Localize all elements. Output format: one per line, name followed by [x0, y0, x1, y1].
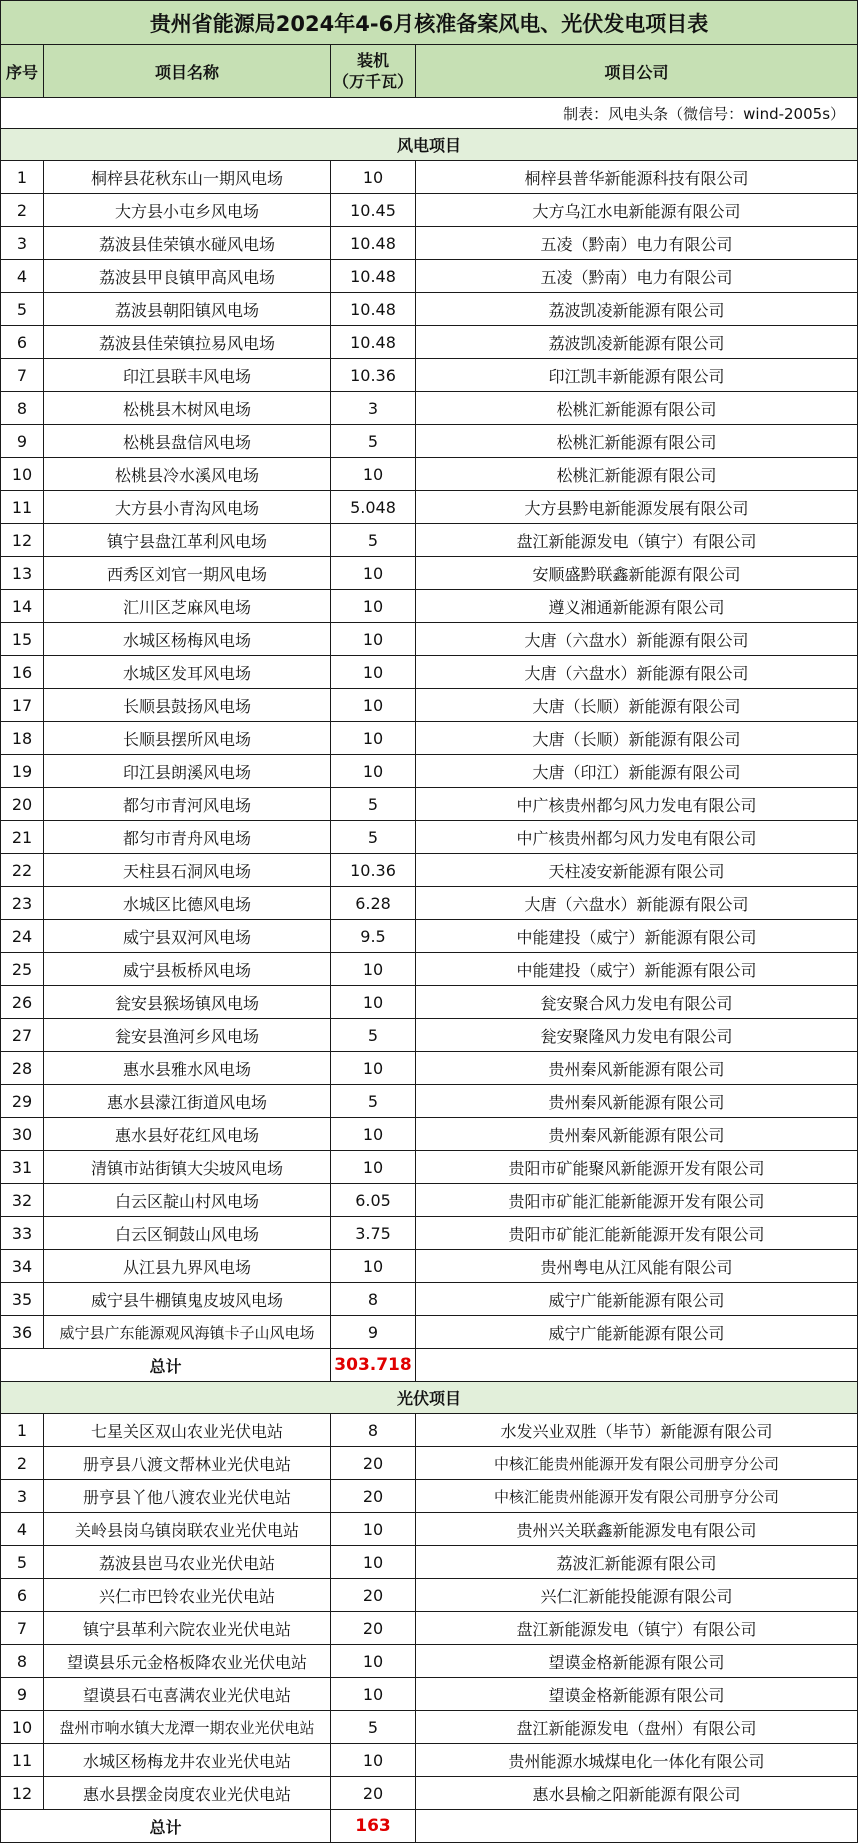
header-name: 项目名称 [44, 45, 331, 98]
header-capacity [331, 45, 416, 98]
company-name: 盘江新能源发电（盘州）有限公司 [416, 1711, 858, 1744]
company-name: 天柱凌安新能源有限公司 [416, 854, 858, 887]
capacity: 10.36 [331, 854, 416, 887]
capacity: 10 [331, 1151, 416, 1184]
table-row [1, 1217, 858, 1250]
row-index: 12 [1, 1777, 44, 1810]
solar-total-label: 总计 [1, 1810, 331, 1843]
company-name: 贵州秦风新能源有限公司 [416, 1052, 858, 1085]
row-index: 6 [1, 326, 44, 359]
row-index: 8 [1, 392, 44, 425]
capacity: 10 [331, 1744, 416, 1777]
header-capacity-line1: 装机 [356, 51, 389, 70]
capacity: 10 [331, 458, 416, 491]
project-name: 瓮安县猴场镇风电场 [44, 986, 331, 1019]
row-index: 2 [1, 194, 44, 227]
row-index: 22 [1, 854, 44, 887]
capacity: 6.28 [331, 887, 416, 920]
table-row [1, 326, 858, 359]
capacity: 5 [331, 788, 416, 821]
table-row [1, 1645, 858, 1678]
table-row [1, 623, 858, 656]
row-index: 26 [1, 986, 44, 1019]
table-row [1, 1283, 858, 1316]
project-name: 松桃县木树风电场 [44, 392, 331, 425]
company-name: 荔波凯凌新能源有限公司 [416, 293, 858, 326]
company-name: 惠水县榆之阳新能源有限公司 [416, 1777, 858, 1810]
row-index: 14 [1, 590, 44, 623]
credit-text: 制表：风电头条（微信号：wind-2005s） [1, 98, 858, 129]
project-name: 印江县朗溪风电场 [44, 755, 331, 788]
project-name: 镇宁县革利六院农业光伏电站 [44, 1612, 331, 1645]
table-row [1, 359, 858, 392]
table-row [1, 557, 858, 590]
capacity: 10.48 [331, 260, 416, 293]
table-row [1, 1316, 858, 1349]
table-row [1, 986, 858, 1019]
project-name: 水城区杨梅风电场 [44, 623, 331, 656]
table-row [1, 227, 858, 260]
table-row [1, 161, 858, 194]
project-name: 印江县联丰风电场 [44, 359, 331, 392]
header-company: 项目公司 [416, 45, 858, 98]
company-name: 松桃汇新能源有限公司 [416, 392, 858, 425]
capacity: 20 [331, 1777, 416, 1810]
project-name: 望谟县乐元金格板降农业光伏电站 [44, 1645, 331, 1678]
row-index: 35 [1, 1283, 44, 1316]
project-name: 都匀市青河风电场 [44, 788, 331, 821]
row-index: 1 [1, 161, 44, 194]
capacity: 3 [331, 392, 416, 425]
company-name: 贵阳市矿能聚风新能源开发有限公司 [416, 1151, 858, 1184]
wind-total-label: 总计 [1, 1349, 331, 1382]
table-row [1, 953, 858, 986]
company-name: 威宁广能新能源有限公司 [416, 1316, 858, 1349]
table-row [1, 1184, 858, 1217]
title-row [1, 1, 858, 45]
row-index: 5 [1, 293, 44, 326]
row-index: 7 [1, 1612, 44, 1645]
table-row [1, 524, 858, 557]
project-name: 威宁县广东能源观风海镇卡子山风电场 [44, 1316, 331, 1349]
capacity: 20 [331, 1447, 416, 1480]
table-row [1, 1085, 858, 1118]
capacity: 5 [331, 1019, 416, 1052]
table-row [1, 1711, 858, 1744]
company-name: 松桃汇新能源有限公司 [416, 425, 858, 458]
row-index: 4 [1, 260, 44, 293]
row-index: 7 [1, 359, 44, 392]
project-name: 桐梓县花秋东山一期风电场 [44, 161, 331, 194]
capacity: 5 [331, 821, 416, 854]
capacity: 10 [331, 953, 416, 986]
row-index: 10 [1, 1711, 44, 1744]
company-name: 荔波汇新能源有限公司 [416, 1546, 858, 1579]
company-name: 五凌（黔南）电力有限公司 [416, 227, 858, 260]
table-row [1, 1019, 858, 1052]
company-name: 大唐（长顺）新能源有限公司 [416, 689, 858, 722]
solar-section-row [1, 1382, 858, 1414]
project-name: 汇川区芝麻风电场 [44, 590, 331, 623]
header-row [1, 45, 858, 98]
project-name: 荔波县佳荣镇水碰风电场 [44, 227, 331, 260]
solar-total-value: 163 [331, 1810, 416, 1843]
project-name: 白云区铜鼓山风电场 [44, 1217, 331, 1250]
row-index: 20 [1, 788, 44, 821]
row-index: 34 [1, 1250, 44, 1283]
project-name: 西秀区刘官一期风电场 [44, 557, 331, 590]
project-name: 惠水县好花红风电场 [44, 1118, 331, 1151]
row-index: 4 [1, 1513, 44, 1546]
solar-total-row [1, 1810, 858, 1843]
row-index: 30 [1, 1118, 44, 1151]
row-index: 10 [1, 458, 44, 491]
capacity: 10 [331, 1546, 416, 1579]
table-row [1, 1414, 858, 1447]
table-row [1, 1447, 858, 1480]
table-row [1, 689, 858, 722]
capacity: 10.36 [331, 359, 416, 392]
project-name: 荔波县佳荣镇拉易风电场 [44, 326, 331, 359]
capacity: 10 [331, 1052, 416, 1085]
row-index: 15 [1, 623, 44, 656]
project-name: 水城区发耳风电场 [44, 656, 331, 689]
capacity: 5 [331, 524, 416, 557]
table-row [1, 458, 858, 491]
wind-total-row [1, 1349, 858, 1382]
project-name: 威宁县板桥风电场 [44, 953, 331, 986]
row-index: 9 [1, 1678, 44, 1711]
project-name: 惠水县雅水风电场 [44, 1052, 331, 1085]
table-row [1, 1250, 858, 1283]
company-name: 桐梓县普华新能源科技有限公司 [416, 161, 858, 194]
company-name: 贵阳市矿能汇能新能源开发有限公司 [416, 1217, 858, 1250]
row-index: 11 [1, 1744, 44, 1777]
capacity: 10 [331, 722, 416, 755]
project-name: 册亨县丫他八渡农业光伏电站 [44, 1480, 331, 1513]
capacity: 10 [331, 1118, 416, 1151]
company-name: 贵州兴关联鑫新能源发电有限公司 [416, 1513, 858, 1546]
company-name: 大唐（印江）新能源有限公司 [416, 755, 858, 788]
project-name: 瓮安县渔河乡风电场 [44, 1019, 331, 1052]
project-name: 荔波县甲良镇甲高风电场 [44, 260, 331, 293]
table-row [1, 1546, 858, 1579]
project-name: 七星关区双山农业光伏电站 [44, 1414, 331, 1447]
project-name: 松桃县盘信风电场 [44, 425, 331, 458]
capacity: 10 [331, 1250, 416, 1283]
row-index: 2 [1, 1447, 44, 1480]
capacity: 5 [331, 1085, 416, 1118]
table-row [1, 260, 858, 293]
row-index: 8 [1, 1645, 44, 1678]
company-name: 中能建投（威宁）新能源有限公司 [416, 920, 858, 953]
capacity: 10.48 [331, 227, 416, 260]
table-row [1, 1513, 858, 1546]
company-name: 瓮安聚隆风力发电有限公司 [416, 1019, 858, 1052]
capacity: 10 [331, 656, 416, 689]
row-index: 19 [1, 755, 44, 788]
project-name: 惠水县摆金岗度农业光伏电站 [44, 1777, 331, 1810]
table-row [1, 1678, 858, 1711]
row-index: 3 [1, 227, 44, 260]
company-name: 大方乌江水电新能源有限公司 [416, 194, 858, 227]
table-row [1, 854, 858, 887]
capacity: 5 [331, 425, 416, 458]
table-row [1, 293, 858, 326]
table-row [1, 1118, 858, 1151]
project-name: 白云区靛山村风电场 [44, 1184, 331, 1217]
company-name: 荔波凯凌新能源有限公司 [416, 326, 858, 359]
project-name: 长顺县鼓扬风电场 [44, 689, 331, 722]
project-name: 大方县小青沟风电场 [44, 491, 331, 524]
row-index: 32 [1, 1184, 44, 1217]
row-index: 21 [1, 821, 44, 854]
company-name: 大唐（六盘水）新能源有限公司 [416, 623, 858, 656]
company-name: 中核汇能贵州能源开发有限公司册亨分公司 [416, 1447, 858, 1480]
capacity: 10 [331, 557, 416, 590]
table-row [1, 1052, 858, 1085]
capacity: 20 [331, 1612, 416, 1645]
table-row [1, 1480, 858, 1513]
capacity: 8 [331, 1414, 416, 1447]
company-name: 五凌（黔南）电力有限公司 [416, 260, 858, 293]
capacity: 20 [331, 1579, 416, 1612]
company-name: 贵阳市矿能汇能新能源开发有限公司 [416, 1184, 858, 1217]
company-name: 大唐（六盘水）新能源有限公司 [416, 656, 858, 689]
row-index: 25 [1, 953, 44, 986]
header-capacity-line2: （万千瓦） [332, 72, 413, 91]
capacity: 10 [331, 623, 416, 656]
row-index: 17 [1, 689, 44, 722]
credit-row [1, 98, 858, 129]
company-name: 中核汇能贵州能源开发有限公司册亨分公司 [416, 1480, 858, 1513]
company-name: 中广核贵州都匀风力发电有限公司 [416, 821, 858, 854]
company-name: 大唐（长顺）新能源有限公司 [416, 722, 858, 755]
row-index: 31 [1, 1151, 44, 1184]
capacity: 10 [331, 1645, 416, 1678]
capacity: 6.05 [331, 1184, 416, 1217]
project-name: 天柱县石洞风电场 [44, 854, 331, 887]
company-name: 望谟金格新能源有限公司 [416, 1678, 858, 1711]
company-name: 盘江新能源发电（镇宁）有限公司 [416, 1612, 858, 1645]
project-name: 清镇市站街镇大尖坡风电场 [44, 1151, 331, 1184]
project-name: 盘州市响水镇大龙潭一期农业光伏电站 [44, 1711, 331, 1744]
project-name: 从江县九界风电场 [44, 1250, 331, 1283]
company-name: 中广核贵州都匀风力发电有限公司 [416, 788, 858, 821]
project-name: 关岭县岗乌镇岗联农业光伏电站 [44, 1513, 331, 1546]
table-row [1, 491, 858, 524]
row-index: 6 [1, 1579, 44, 1612]
table-row [1, 1777, 858, 1810]
row-index: 11 [1, 491, 44, 524]
capacity: 10.48 [331, 293, 416, 326]
company-name: 贵州秦风新能源有限公司 [416, 1085, 858, 1118]
company-name: 贵州能源水城煤电化一体化有限公司 [416, 1744, 858, 1777]
project-name: 望谟县石屯喜满农业光伏电站 [44, 1678, 331, 1711]
table-row [1, 194, 858, 227]
table-row [1, 425, 858, 458]
table-row [1, 656, 858, 689]
capacity: 20 [331, 1480, 416, 1513]
capacity: 8 [331, 1283, 416, 1316]
capacity: 10 [331, 161, 416, 194]
solar-section-title: 光伏项目 [1, 1382, 858, 1414]
wind-total-value: 303.718 [331, 1349, 416, 1382]
capacity: 3.75 [331, 1217, 416, 1250]
row-index: 5 [1, 1546, 44, 1579]
project-name: 荔波县岜马农业光伏电站 [44, 1546, 331, 1579]
table-row [1, 1151, 858, 1184]
project-name: 册亨县八渡文帮林业光伏电站 [44, 1447, 331, 1480]
project-name: 水城区杨梅龙井农业光伏电站 [44, 1744, 331, 1777]
project-name: 水城区比德风电场 [44, 887, 331, 920]
project-name: 惠水县濛江街道风电场 [44, 1085, 331, 1118]
project-name: 威宁县双河风电场 [44, 920, 331, 953]
table-row [1, 1612, 858, 1645]
company-name: 贵州秦风新能源有限公司 [416, 1118, 858, 1151]
project-name: 威宁县牛棚镇鬼皮坡风电场 [44, 1283, 331, 1316]
company-name: 瓮安聚合风力发电有限公司 [416, 986, 858, 1019]
row-index: 23 [1, 887, 44, 920]
row-index: 36 [1, 1316, 44, 1349]
company-name: 兴仁汇新能投能源有限公司 [416, 1579, 858, 1612]
table-row [1, 920, 858, 953]
row-index: 12 [1, 524, 44, 557]
table-row [1, 788, 858, 821]
company-name: 中能建投（威宁）新能源有限公司 [416, 953, 858, 986]
row-index: 1 [1, 1414, 44, 1447]
row-index: 27 [1, 1019, 44, 1052]
wind-section-row [1, 129, 858, 161]
project-name: 荔波县朝阳镇风电场 [44, 293, 331, 326]
capacity: 10 [331, 755, 416, 788]
capacity: 10.48 [331, 326, 416, 359]
capacity: 10.45 [331, 194, 416, 227]
capacity: 10 [331, 590, 416, 623]
table-row [1, 1579, 858, 1612]
company-name: 大唐（六盘水）新能源有限公司 [416, 887, 858, 920]
row-index: 13 [1, 557, 44, 590]
company-name: 望谟金格新能源有限公司 [416, 1645, 858, 1678]
table-row [1, 590, 858, 623]
capacity: 5.048 [331, 491, 416, 524]
company-name: 大方县黔电新能源发展有限公司 [416, 491, 858, 524]
company-name: 水发兴业双胜（毕节）新能源有限公司 [416, 1414, 858, 1447]
company-name: 遵义湘通新能源有限公司 [416, 590, 858, 623]
row-index: 9 [1, 425, 44, 458]
solar-total-empty [416, 1810, 858, 1843]
wind-section-title: 风电项目 [1, 129, 858, 161]
row-index: 29 [1, 1085, 44, 1118]
row-index: 16 [1, 656, 44, 689]
project-name: 都匀市青舟风电场 [44, 821, 331, 854]
project-name: 镇宁县盘江革利风电场 [44, 524, 331, 557]
table-row [1, 887, 858, 920]
company-name: 盘江新能源发电（镇宁）有限公司 [416, 524, 858, 557]
capacity: 10 [331, 1513, 416, 1546]
capacity: 9 [331, 1316, 416, 1349]
table-row [1, 755, 858, 788]
table-row [1, 392, 858, 425]
row-index: 28 [1, 1052, 44, 1085]
capacity: 10 [331, 986, 416, 1019]
company-name: 贵州粤电从江风能有限公司 [416, 1250, 858, 1283]
row-index: 3 [1, 1480, 44, 1513]
company-name: 松桃汇新能源有限公司 [416, 458, 858, 491]
company-name: 印江凯丰新能源有限公司 [416, 359, 858, 392]
table-title: 贵州省能源局2024年4-6月核准备案风电、光伏发电项目表 [1, 1, 858, 45]
project-name: 松桃县冷水溪风电场 [44, 458, 331, 491]
capacity: 10 [331, 1678, 416, 1711]
project-name: 大方县小屯乡风电场 [44, 194, 331, 227]
table-row [1, 1744, 858, 1777]
capacity: 10 [331, 689, 416, 722]
company-name: 威宁广能新能源有限公司 [416, 1283, 858, 1316]
table-row [1, 821, 858, 854]
capacity: 9.5 [331, 920, 416, 953]
wind-total-empty [416, 1349, 858, 1382]
project-name: 兴仁市巴铃农业光伏电站 [44, 1579, 331, 1612]
row-index: 18 [1, 722, 44, 755]
table-row [1, 722, 858, 755]
row-index: 24 [1, 920, 44, 953]
company-name: 安顺盛黔联鑫新能源有限公司 [416, 557, 858, 590]
row-index: 33 [1, 1217, 44, 1250]
project-name: 长顺县摆所风电场 [44, 722, 331, 755]
capacity: 5 [331, 1711, 416, 1744]
header-index: 序号 [1, 45, 44, 98]
